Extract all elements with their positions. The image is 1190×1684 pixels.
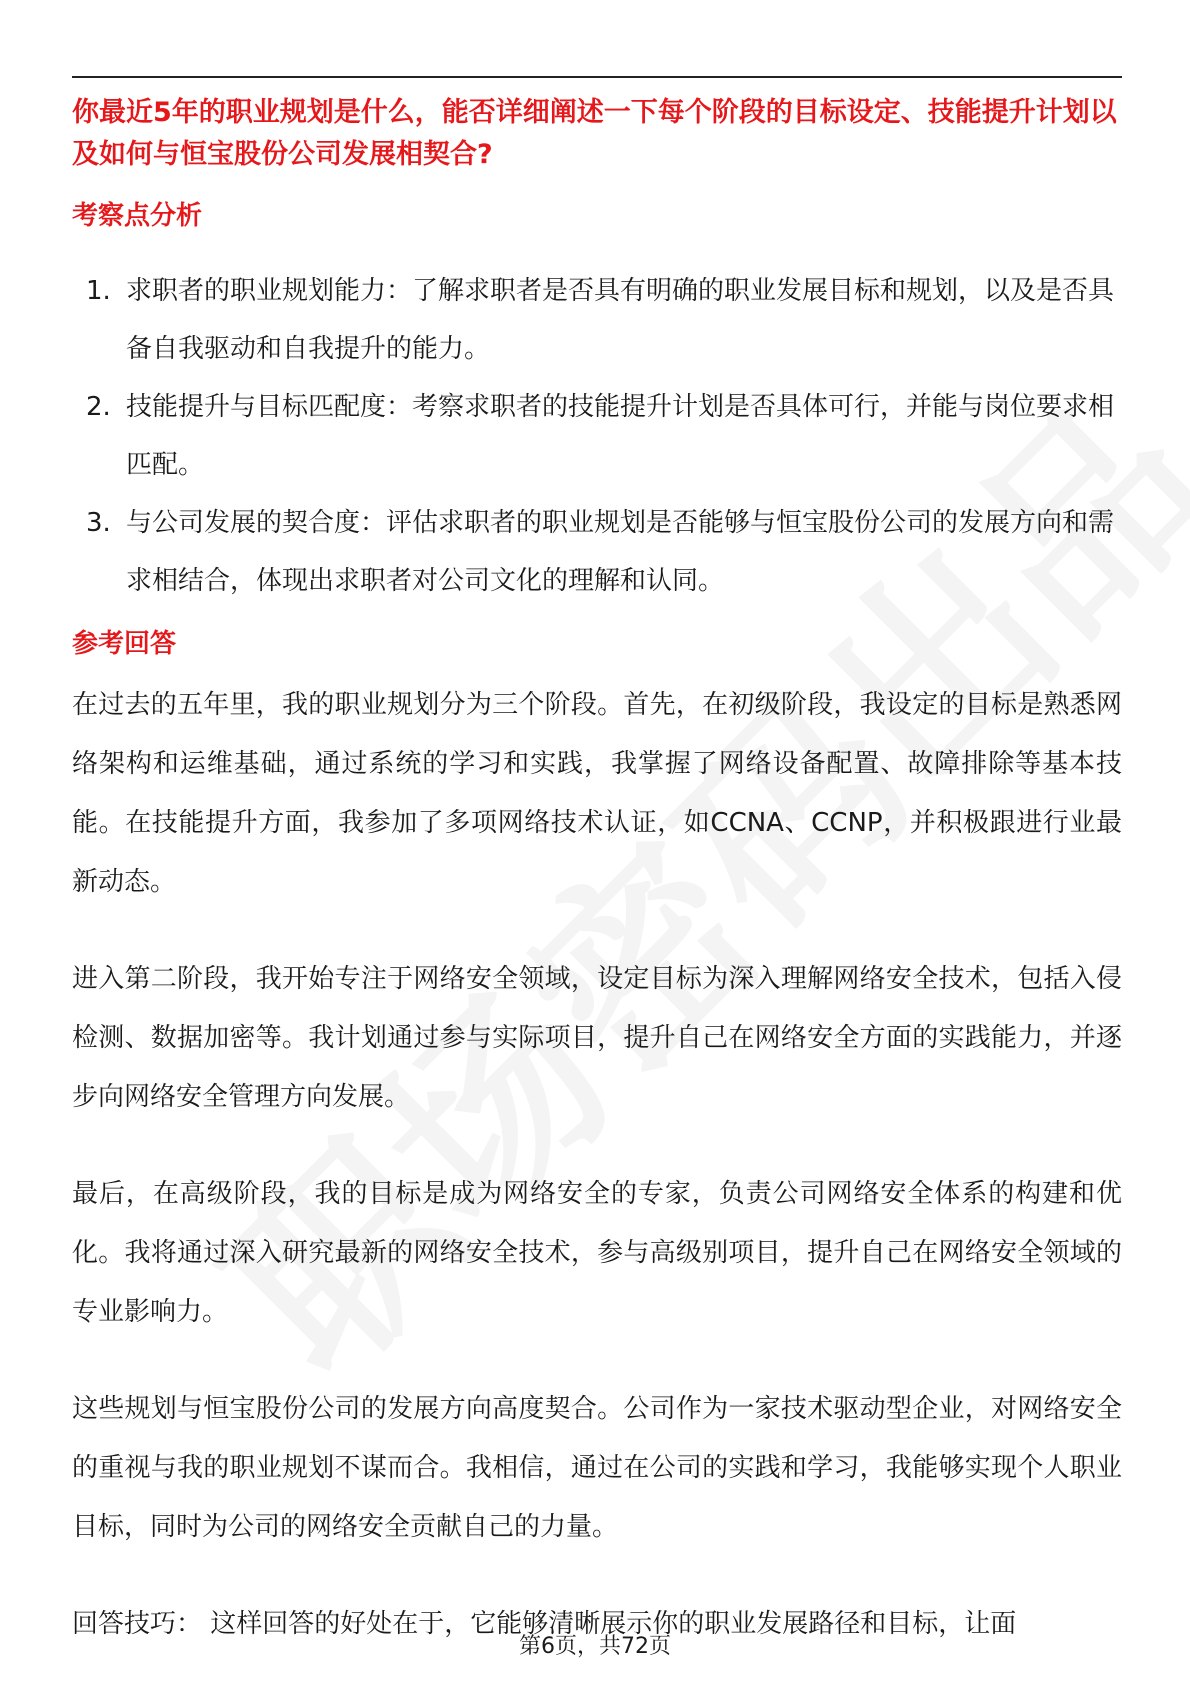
answer-paragraph: 最后，在高级阶段，我的目标是成为网络安全的专家，负责公司网络安全体系的构建和优化。我将通过深入研究最新的网络安全技术，参与高级别项目，提升自己在网络安全领域的专业影响力。 bbox=[72, 1179, 1122, 1327]
analysis-list bbox=[72, 262, 1122, 610]
answer-heading: 参考回答 bbox=[72, 629, 177, 659]
page-number: 第6页，共72页 bbox=[519, 1634, 671, 1659]
page-content bbox=[72, 86, 1122, 1654]
point-number: 2. bbox=[86, 392, 111, 422]
point-text: 求职者的职业规划能力：了解求职者是否具有明确的职业发展目标和规划，以及是否具备自我驱动和自我提升的能力。 bbox=[126, 276, 1115, 364]
point-text: 技能提升与目标匹配度：考察求职者的技能提升计划是否具体可行，并能与岗位要求相匹配。 bbox=[126, 392, 1115, 480]
answer-paragraph: 进入第二阶段，我开始专注于网络安全领域，设定目标为深入理解网络安全技术，包括入侵检测、数据加密等。我计划通过参与实际项目，提升自己在网络安全方面的实践能力，并逐步向网络安全管理方向发展。 bbox=[72, 964, 1122, 1112]
answer-tip: 回答技巧： 这样回答的好处在于，它能够清晰展示你的职业发展路径和目标，让面 bbox=[72, 1609, 1017, 1639]
analysis-point bbox=[72, 494, 1122, 610]
point-number: 3. bbox=[86, 508, 111, 538]
answer-paragraph: 这些规划与恒宝股份公司的发展方向高度契合。公司作为一家技术驱动型企业，对网络安全的重视与我的职业规划不谋而合。我相信，通过在公司的实践和学习，我能够实现个人职业目标，同时为公司的网络安全贡献自己的力量。 bbox=[72, 1394, 1122, 1542]
answer-paragraph: 在过去的五年里，我的职业规划分为三个阶段。首先，在初级阶段，我设定的目标是熟悉网络架构和运维基础，通过系统的学习和实践，我掌握了网络设备配置、故障排除等基本技能。在技能提升方面，我参加了多项网络技术认证，如CCNA、CCNP，并积极跟进行业最新动态。 bbox=[72, 690, 1122, 897]
point-number: 1. bbox=[86, 276, 111, 306]
analysis-point bbox=[72, 262, 1122, 378]
question-title: 你最近5年的职业规划是什么，能否详细阐述一下每个阶段的目标设定、技能提升计划以及如何与恒宝股份公司发展相契合? bbox=[72, 97, 1117, 170]
top-divider bbox=[72, 76, 1122, 78]
point-text: 与公司发展的契合度：评估求职者的职业规划是否能够与恒宝股份公司的发展方向和需求相结合，体现出求职者对公司文化的理解和认同。 bbox=[126, 508, 1115, 596]
analysis-point bbox=[72, 378, 1122, 494]
analysis-heading: 考察点分析 bbox=[72, 201, 203, 231]
